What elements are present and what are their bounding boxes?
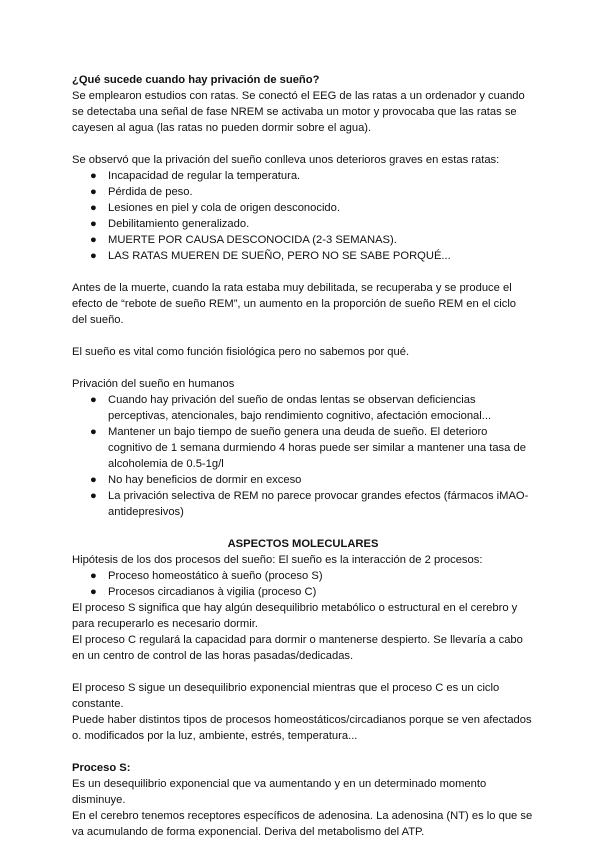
bullet-icon: ●	[90, 202, 97, 214]
section-title-humans: Privación del sueño en humanos	[72, 378, 235, 390]
bullet-icon: ●	[90, 186, 97, 198]
bullet-icon: ●	[90, 474, 97, 486]
bullet-icon: ●	[90, 490, 97, 502]
list-item: ● Procesos circadianos à vigilia (proceso C)	[90, 586, 317, 598]
bullet-icon: ●	[90, 426, 97, 438]
section-heading-molecular: ASPECTOS MOLECULARES	[227, 538, 379, 550]
list-item: ● MUERTE POR CAUSA DESCONOCIDA (2-3 SEMANAS).	[90, 234, 397, 246]
process-s-paragraph: El proceso S significa que hay algún desequilibrio metabólico o estructural en el cerebro y para recuperarlo es necesario dormir.	[72, 602, 518, 630]
rebound-paragraph: Antes de la muerte, cuando la rata estaba muy debilitada, se recuperaba y se produce el efecto de “rebote de sueño REM”, un aumento en la proporción de sueño REM en el ciclo del sueño.	[72, 282, 517, 326]
bullet-icon: ●	[90, 570, 97, 582]
hypothesis-paragraph: Hipótesis de los dos procesos del sueño: El sueño es la interacción de 2 procesos:	[72, 554, 483, 566]
list-item: ● Incapacidad de regular la temperatura.	[90, 170, 301, 182]
process-c-paragraph: El proceso C regulará la capacidad para dormir o mantenerse despierto. Se llevaría a cabo en un centro de control de las horas pasadas/dedicadas.	[72, 634, 523, 662]
process-s-desc-paragraph: Es un desequilibrio exponencial que va aumentando y en un determinado momento disminuye.	[72, 778, 487, 806]
list-item: ● Proceso homeostático à sueño (proceso S)	[90, 570, 323, 582]
intro-paragraph: Se emplearon estudios con ratas. Se conectó el EEG de las ratas a un ordenador y cuando se detectaba una señal de fase NREM se activaba un motor y provocaba que las ratas se cayesen al agua (las ratas no pueden dormir sobre el agua).	[72, 90, 525, 134]
bullet-icon: ●	[90, 218, 97, 230]
list-item: ● LAS RATAS MUEREN DE SUEÑO, PERO NO SE SABE PORQUÉ...	[90, 250, 451, 262]
list-item: ● Mantener un bajo tiempo de sueño genera una deuda de sueño. El deterioro cognitivo de 1 semana durmiendo 4 horas puede ser similar a mantener una tasa de alcoholemia de 0.5-1g/l	[90, 426, 526, 470]
types-paragraph: Puede haber distintos tipos de procesos homeostáticos/circadianos porque se ven afectados o. modificados por la luz, ambiente, estrés, temperatura...	[72, 714, 532, 742]
list-item: ● La privación selectiva de REM no parece provocar grandes efectos (fármacos iMAO-antidepresivos)	[90, 490, 529, 518]
list-item: ● Cuando hay privación del sueño de ondas lentas se observan deficiencias perceptivas, atencionales, bajo rendimiento cognitivo, afectación emocional...	[90, 394, 492, 422]
bullet-icon: ●	[90, 170, 97, 182]
list-item: ● Pérdida de peso.	[90, 186, 193, 198]
bullet-icon: ●	[90, 394, 97, 406]
section-title-privation: ¿Qué sucede cuando hay privación de sueño?	[72, 74, 320, 86]
bullet-icon: ●	[90, 586, 97, 598]
section-title-process-s: Proceso S:	[72, 762, 131, 774]
rat-effects-list	[72, 168, 534, 264]
process-list	[72, 568, 534, 600]
bullet-icon: ●	[90, 250, 97, 262]
list-item: ● Debilitamiento generalizado.	[90, 218, 250, 230]
list-item: ● Lesiones en piel y cola de origen desconocido.	[90, 202, 340, 214]
vital-paragraph: El sueño es vital como función fisiológica pero no sabemos por qué.	[72, 346, 410, 358]
adenosine-paragraph: En el cerebro tenemos receptores específicos de adenosina. La adenosina (NT) es lo que se va acumulando de forma exponencial. Deriva del metabolismo del ATP.	[72, 810, 533, 838]
bullet-icon: ●	[90, 234, 97, 246]
list-item: ● No hay beneficios de dormir en exceso	[90, 474, 302, 486]
observed-paragraph: Se observó que la privación del sueño conlleva unos deterioros graves en estas ratas:	[72, 154, 500, 166]
compare-paragraph: El proceso S sigue un desequilibrio exponencial mientras que el proceso C es un ciclo constante.	[72, 682, 500, 710]
human-effects-list	[72, 392, 534, 520]
